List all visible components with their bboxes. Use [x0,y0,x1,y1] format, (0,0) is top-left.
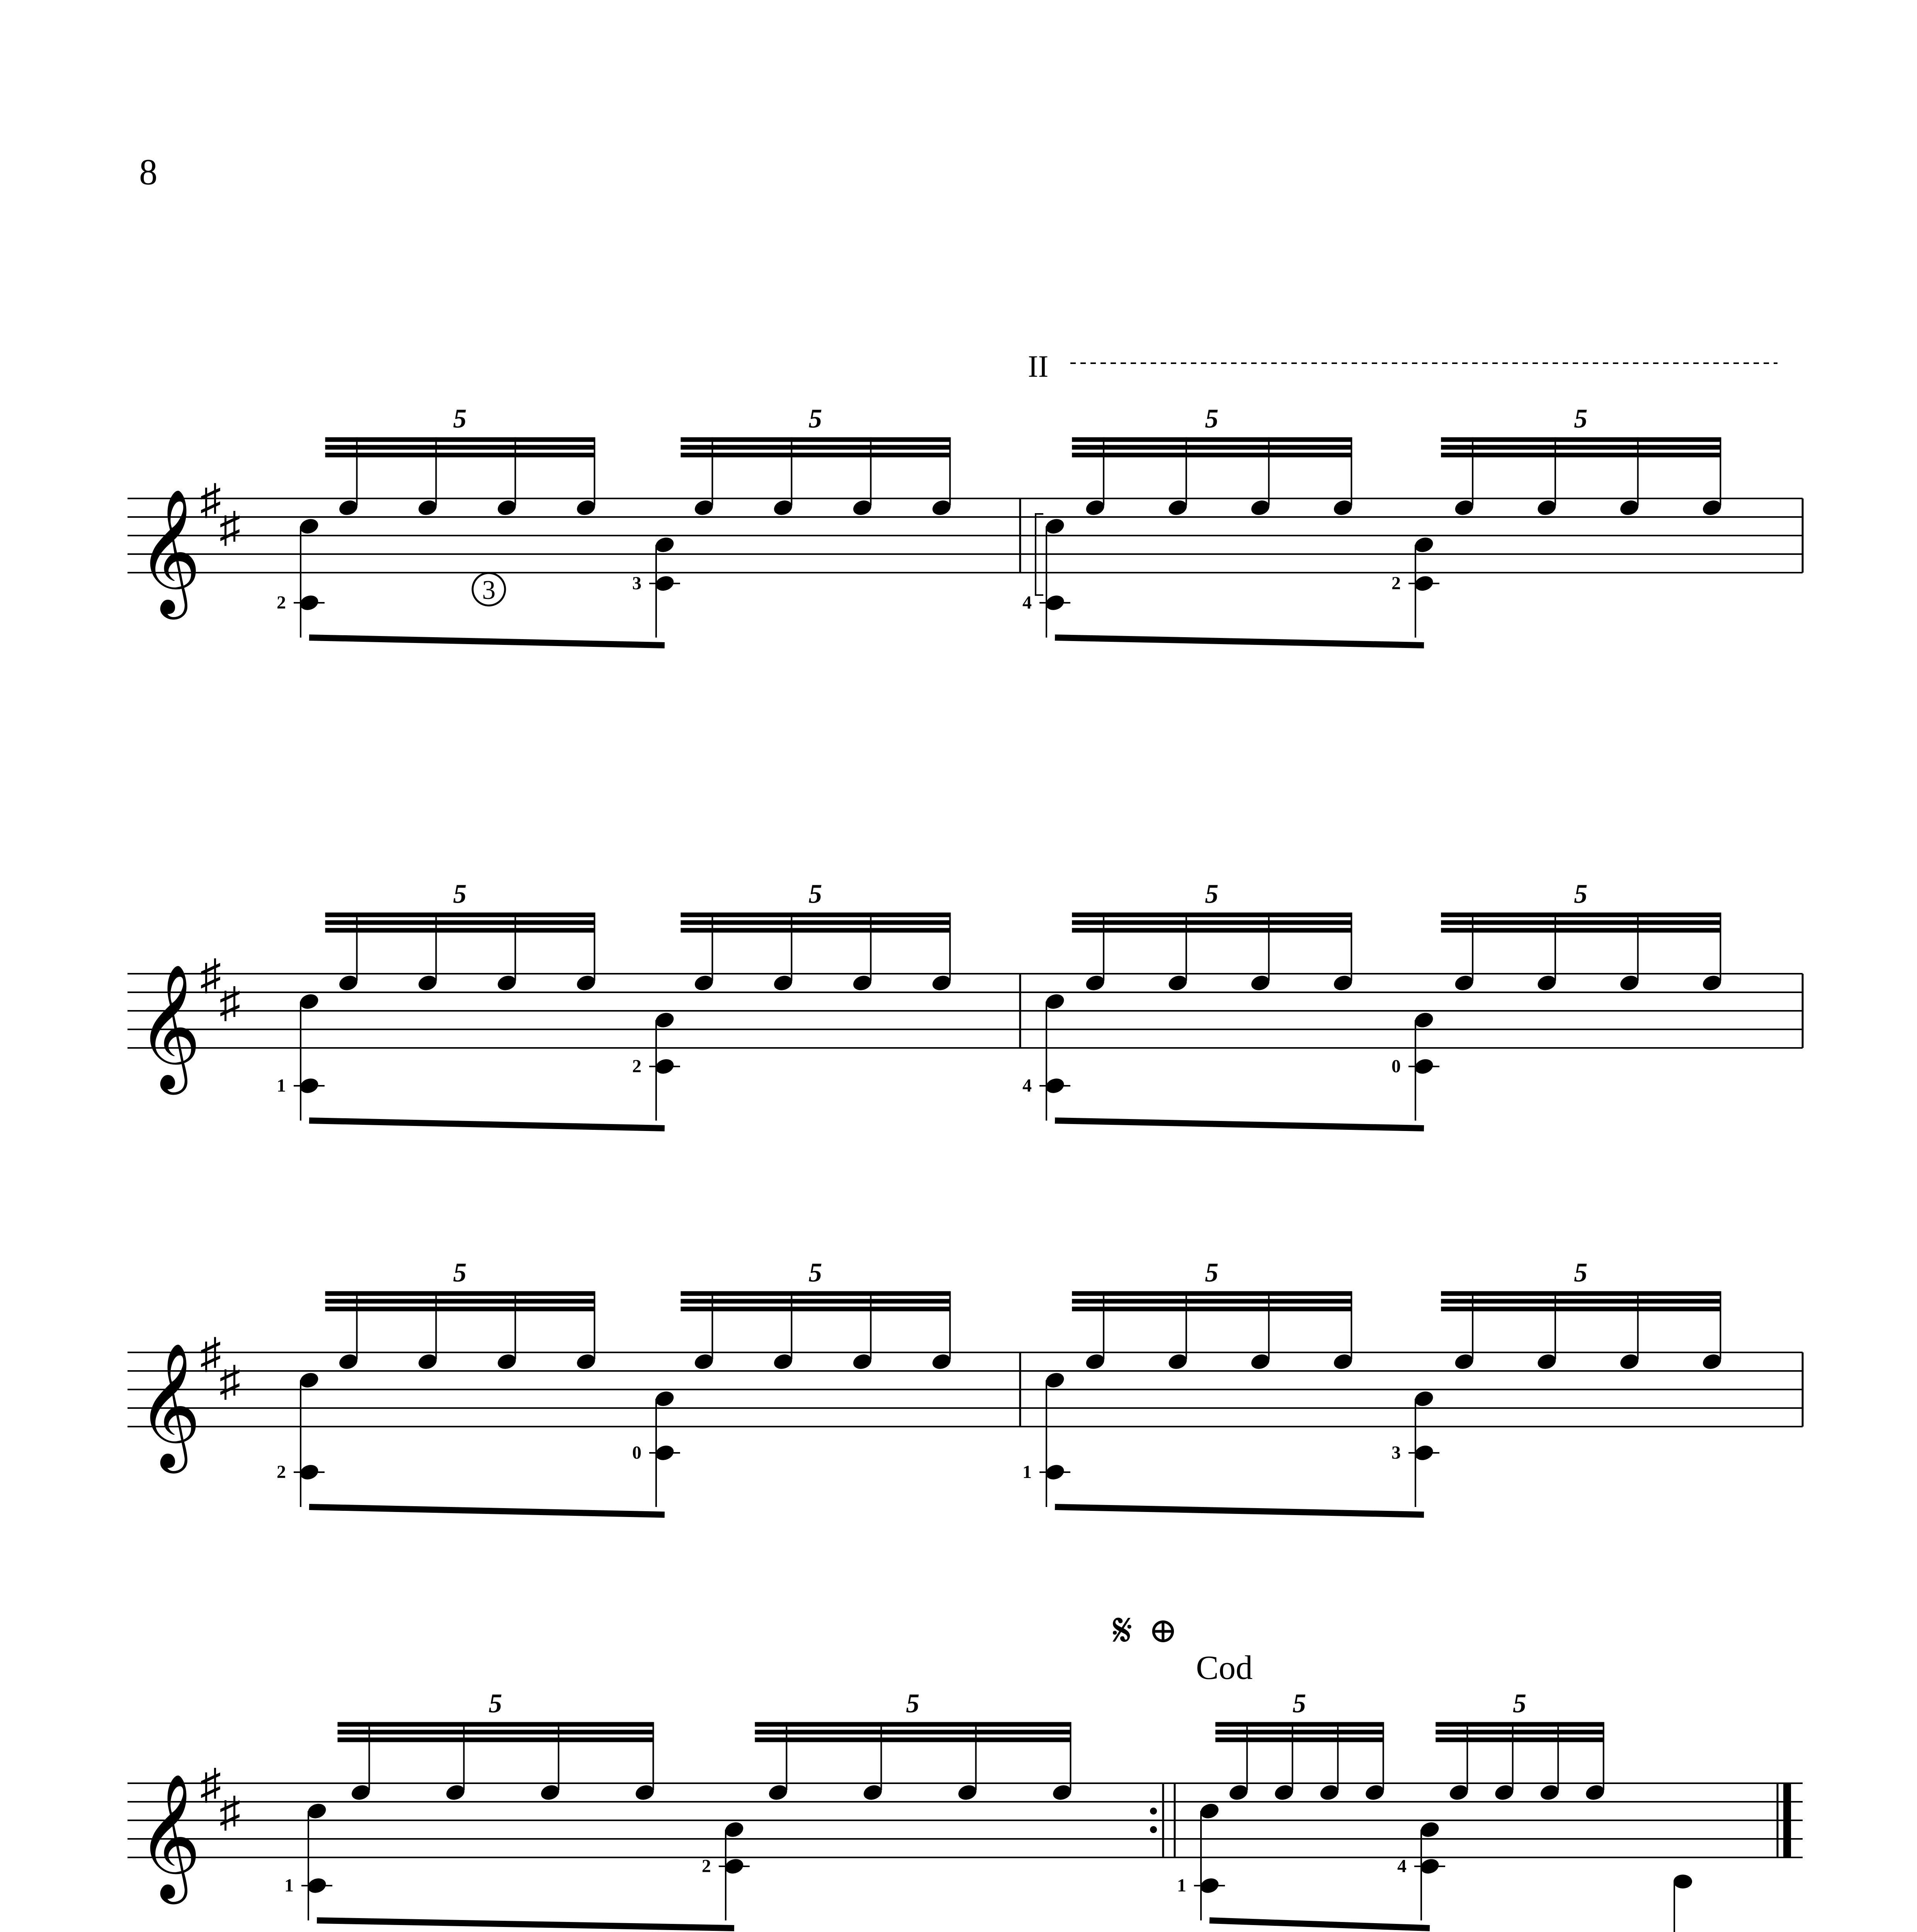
sharp-f: ♯ [200,1761,221,1808]
beam [1072,453,1351,457]
repeat-dot [1150,1826,1157,1833]
sharp-c: ♯ [219,504,241,551]
bass-beam [1055,1121,1424,1128]
beam [325,437,595,442]
beam [1441,437,1720,442]
sharp-c: ♯ [219,1789,241,1836]
bass-beam [309,1507,665,1515]
sharp-c: ♯ [219,979,241,1026]
beam [1436,1730,1604,1735]
coda-sign: ⊕ [1148,1612,1178,1650]
tuplet-number: 5 [1205,1258,1219,1288]
tuplet-number: 5 [1205,879,1219,909]
beam [338,1738,653,1742]
beam [338,1730,653,1735]
beam [755,1730,1071,1735]
beam [1072,1307,1351,1311]
position-marker: II [1028,350,1049,384]
treble-clef: 𝄞 [137,492,201,612]
beam [681,453,950,457]
beam [681,1291,950,1296]
sharp-c: ♯ [219,1358,241,1405]
tuplet-number: 5 [1513,1689,1526,1719]
treble-clef: 𝄞 [137,1345,201,1466]
bass-beam [1055,638,1424,645]
fingering-number: 0 [632,1442,641,1463]
sharp-f: ♯ [200,476,221,523]
beam [1441,1307,1720,1311]
beam [325,920,595,925]
beam [681,920,950,925]
treble-clef: 𝄞 [137,967,201,1087]
string-number: 3 [482,575,496,605]
beam [755,1722,1071,1727]
fingering-number: 1 [284,1875,294,1896]
staff-system-2 [128,913,1803,1128]
fingering-number: 1 [1022,1462,1032,1482]
final-note [1674,1874,1692,1888]
beam [681,1299,950,1304]
bass-beam [1209,1920,1430,1928]
bass-beam [317,1920,734,1928]
beam [1441,445,1720,450]
tuplet-number: 5 [453,1258,467,1288]
beam [681,445,950,450]
tuplet-number: 5 [1293,1689,1306,1719]
tuplet-number: 5 [1205,404,1219,434]
fingering-number: 2 [632,1056,641,1077]
fingering-number: 2 [702,1856,711,1876]
beam [1072,920,1351,925]
beam [338,1722,653,1727]
tuplet-number: 5 [453,404,467,434]
beam [755,1738,1071,1742]
segno-sign: 𝄋 [1112,1605,1133,1656]
beam [325,445,595,450]
fingering-number: 4 [1397,1856,1407,1876]
beam [1436,1722,1604,1727]
tuplet-number: 5 [906,1689,920,1719]
beam [325,1299,595,1304]
beam [1436,1738,1604,1742]
beam [1072,437,1351,442]
tuplet-number: 5 [453,879,467,909]
beam [325,453,595,457]
fingering-number: 1 [1177,1875,1186,1896]
fingering-number: 0 [1391,1056,1401,1077]
page-number: 8 [139,151,158,192]
beam [1072,913,1351,917]
beam [325,1307,595,1311]
fingering-number: 1 [277,1075,286,1096]
beam [1072,1299,1351,1304]
bass-beam [309,638,665,645]
beam [325,913,595,917]
beam [1072,445,1351,450]
beam [1441,1291,1720,1296]
fingering-number: 4 [1022,592,1032,613]
tuplet-number: 5 [808,879,822,909]
fingering-number: 4 [1022,1075,1032,1096]
coda-label: Cod [1196,1649,1253,1687]
treble-clef: 𝄞 [137,1776,201,1896]
beam [325,928,595,933]
fingering-number: 3 [632,573,641,594]
beam [1072,1291,1351,1296]
beam [1441,913,1720,917]
beam [1215,1730,1383,1735]
fingering-number: 2 [277,592,286,613]
tuplet-number: 5 [1574,404,1588,434]
beam [681,1307,950,1311]
beam [325,1291,595,1296]
beam [1441,1299,1720,1304]
beam [1215,1738,1383,1742]
bass-beam [309,1121,665,1128]
staff-system-4 [128,1722,1803,1932]
tuplet-number: 5 [808,1258,822,1288]
sharp-f: ♯ [200,951,221,998]
fingering-number: 2 [277,1462,286,1482]
sharp-f: ♯ [200,1330,221,1377]
fingering-number: 3 [1391,1442,1401,1463]
beam [1441,928,1720,933]
beam [1215,1722,1383,1727]
tuplet-number: 5 [808,404,822,434]
repeat-dot [1150,1808,1157,1815]
beam [1072,928,1351,933]
bass-beam [1055,1507,1424,1515]
beam [1441,920,1720,925]
beam [681,913,950,917]
fingering-number: 2 [1391,573,1401,594]
beam [1441,453,1720,457]
tuplet-number: 5 [1574,1258,1588,1288]
staff-system-1 [128,437,1803,645]
staff-system-3 [128,1291,1803,1515]
beam [681,928,950,933]
tuplet-number: 5 [1574,879,1588,909]
beam [681,437,950,442]
tuplet-number: 5 [488,1689,502,1719]
